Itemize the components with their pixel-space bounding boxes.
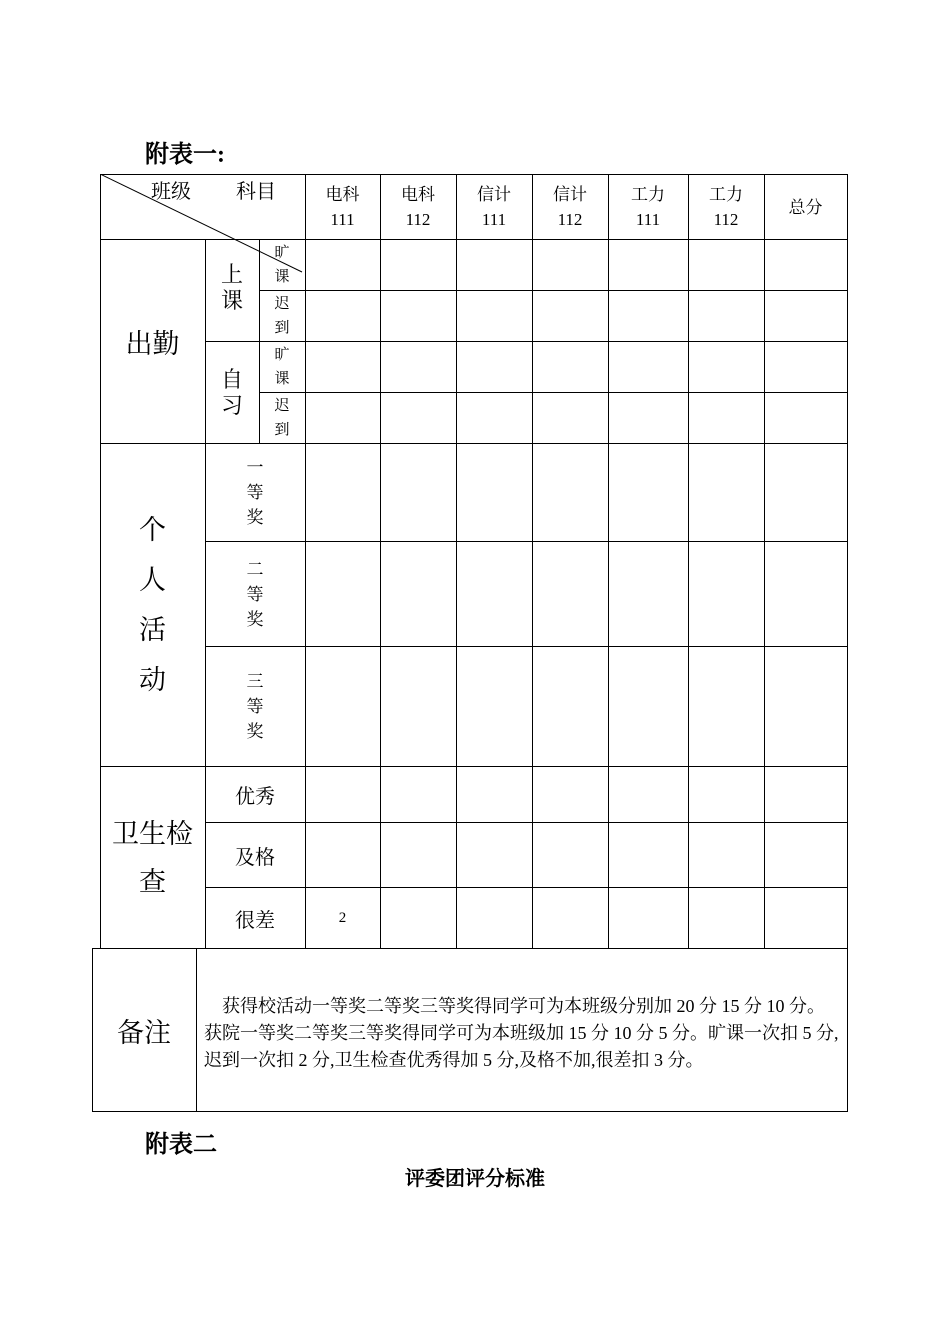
column-header-total: 总分 xyxy=(788,197,823,217)
second-prize-label: 二 等 奖 xyxy=(246,559,264,629)
self-study-label: 自 习 xyxy=(220,366,243,418)
hygiene-pass-label: 及格 xyxy=(235,846,275,869)
column-header: 信计 112 xyxy=(553,185,587,229)
hygiene-label: 卫生检 查 xyxy=(112,818,193,897)
hygiene-excellent-label: 优秀 xyxy=(235,786,275,808)
attendance-label: 出勤 xyxy=(125,329,180,359)
corner-class-label: 班级 xyxy=(151,181,191,203)
remarks-label: 备注 xyxy=(117,1017,171,1048)
table1-heading: 附表一: xyxy=(145,142,225,168)
hygiene-poor-value: 2 xyxy=(338,909,347,926)
first-prize-label: 一 等 奖 xyxy=(246,458,264,527)
column-header: 电科 112 xyxy=(401,185,435,229)
third-prize-label: 三 等 奖 xyxy=(246,672,264,741)
column-header: 工力 112 xyxy=(709,185,743,229)
column-header: 信计 111 xyxy=(477,185,511,229)
column-header: 工力 111 xyxy=(631,185,665,229)
corner-subject-label: 科目 xyxy=(236,181,276,203)
hygiene-poor-label: 很差 xyxy=(235,909,275,932)
activities-label: 个 人 活 动 xyxy=(139,515,166,695)
study-late-label: 迟 到 xyxy=(274,398,290,438)
class-late-label: 迟 到 xyxy=(274,296,290,336)
class-session-label: 上 课 xyxy=(220,262,243,313)
column-header: 电科 111 xyxy=(325,185,360,229)
class-absent-label: 旷 课 xyxy=(274,245,290,285)
remarks-text: 获得校活动一等奖二等奖三等奖得同学可为本班级分别加 20 分 15 分 10 分。获院一等奖二等奖三等奖得同学可为本班级加 15 分 10 分 5 分。旷课一次扣 5 分,迟到一次扣 2 分,卫生检查优秀得加 5 分,及格不加,很差扣 3 分。 xyxy=(204,996,839,1070)
study-absent-label: 旷 课 xyxy=(274,347,290,387)
table2-heading: 附表二 xyxy=(145,1132,217,1158)
table2-subtitle: 评委团评分标准 xyxy=(405,1168,545,1190)
